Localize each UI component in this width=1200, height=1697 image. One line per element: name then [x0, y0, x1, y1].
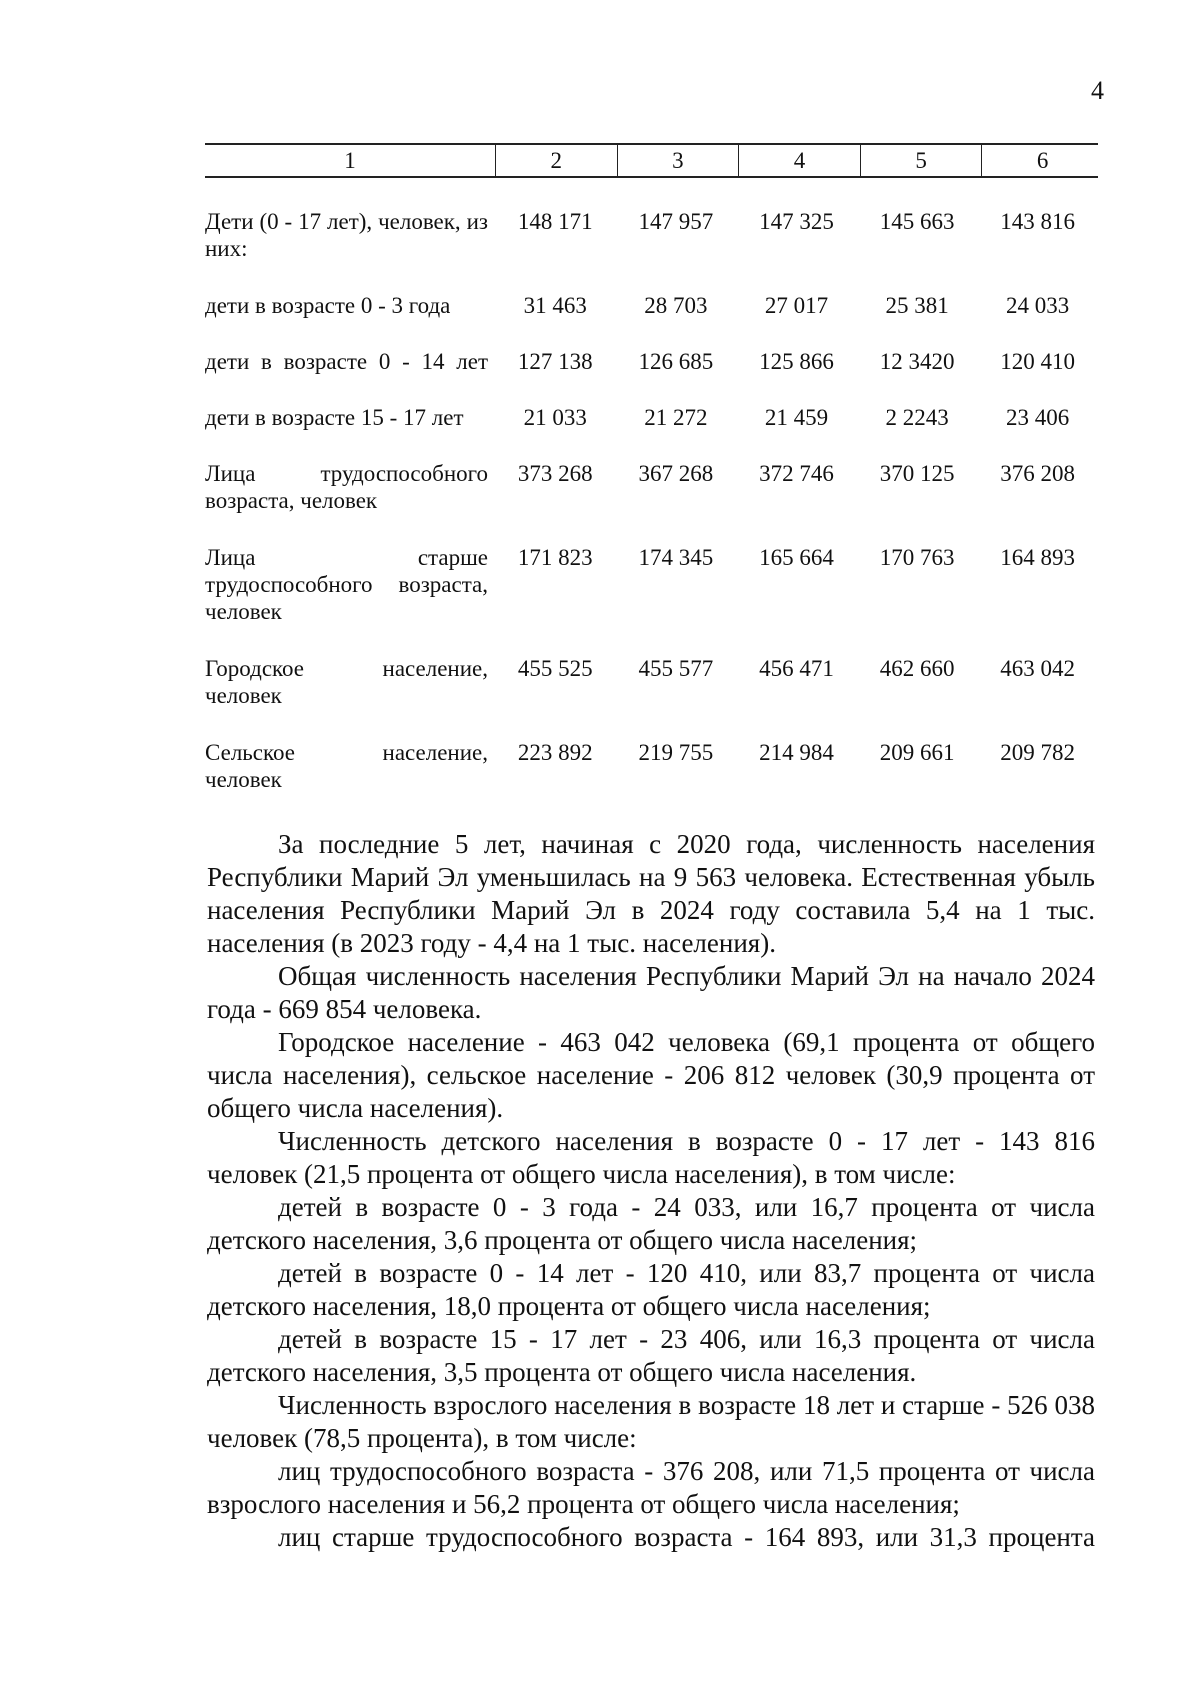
table-cell: 376 208	[1000, 461, 1076, 486]
table-cell: 456 471	[759, 656, 834, 681]
table-cell: 462 660	[879, 656, 955, 681]
table-cell: 209 661	[879, 740, 955, 765]
table-row	[205, 208, 1098, 292]
paragraph: детей в возрасте 15 - 17 лет - 23 406, или 16,3 процента от числа детского населения, 3,5 процента от общего числа населения.	[207, 1324, 1095, 1387]
table-cell: 23 406	[1006, 405, 1070, 430]
paragraph: лиц старше трудоспособного возраста - 164 893, или 31,3 процента	[278, 1522, 1095, 1552]
row-label: Лица старше трудоспособного возраста, человек	[205, 545, 488, 624]
table-cell: 223 892	[517, 740, 593, 765]
table-cell: 125 866	[759, 349, 834, 374]
table-cell: 127 138	[517, 349, 593, 374]
table-cell: 372 746	[759, 461, 834, 486]
table-cell: 31 463	[523, 293, 587, 318]
paragraph: За последние 5 лет, начиная с 2020 года, численность населения Республики Марий Эл уменьшилась на 9 563 человека. Естественная убыль населения Республики Марий Эл в 2024 году составила 5,4 на 1 тыс. населения (в 2023 году - 4,4 на 1 тыс. населения).	[207, 829, 1095, 958]
table-cell: 455 577	[638, 656, 714, 681]
table-cell: 147 957	[638, 209, 714, 234]
row-label: Дети (0 - 17 лет), человек, из них:	[205, 209, 488, 261]
table-cell: 143 816	[1000, 209, 1076, 234]
table-cell: 126 685	[638, 349, 714, 374]
population-table	[205, 143, 1098, 823]
table-row	[205, 739, 1098, 823]
table-cell: 148 171	[517, 209, 593, 234]
row-label: дети в возрасте 0 - 14 лет	[205, 349, 488, 374]
body-text	[207, 828, 1095, 1554]
table-cell: 455 525	[517, 656, 593, 681]
row-label: Лица трудоспособного возраста, человек	[205, 461, 488, 513]
table-cell: 28 703	[644, 293, 708, 318]
paragraph: лиц трудоспособного возраста - 376 208, или 71,5 процента от числа взрослого населения и 56,2 процента от общего числа населения;	[207, 1456, 1095, 1519]
column-header: 4	[738, 145, 860, 176]
table-row	[205, 544, 1098, 655]
table-row	[205, 404, 1098, 460]
table-cell: 370 125	[879, 461, 955, 486]
table-cell: 174 345	[638, 545, 714, 570]
table-cell: 147 325	[759, 209, 834, 234]
table-cell: 120 410	[1000, 349, 1076, 374]
paragraph: Численность взрослого населения в возрасте 18 лет и старше - 526 038 человек (78,5 процента), в том числе:	[207, 1390, 1095, 1453]
table-cell: 170 763	[879, 545, 955, 570]
paragraph: детей в возрасте 0 - 3 года - 24 033, или 16,7 процента от числа детского населения, 3,6 процента от общего числа населения;	[207, 1192, 1095, 1255]
table-cell: 367 268	[638, 461, 714, 486]
row-label: дети в возрасте 0 - 3 года	[205, 293, 451, 318]
column-header: 6	[981, 145, 1103, 176]
table-cell: 24 033	[1006, 293, 1070, 318]
row-label: Сельское население, человек	[205, 740, 488, 792]
table-row	[205, 292, 1098, 348]
table-row	[205, 460, 1098, 544]
paragraph: Численность детского населения в возрасте 0 - 17 лет - 143 816 человек (21,5 процента от общего числа населения), в том числе:	[207, 1126, 1095, 1189]
table-cell: 21 272	[644, 405, 708, 430]
table-cell: 219 755	[638, 740, 714, 765]
table-cell: 164 893	[1000, 545, 1076, 570]
row-label: Городское население, человек	[205, 656, 488, 708]
column-header: 2	[495, 145, 617, 176]
row-label: дети в возрасте 15 - 17 лет	[205, 405, 464, 430]
table-row	[205, 655, 1098, 739]
table-cell: 209 782	[1000, 740, 1076, 765]
table-cell: 171 823	[517, 545, 593, 570]
table-cell: 25 381	[885, 293, 949, 318]
table-cell: 27 017	[764, 293, 829, 318]
page-number: 4	[1091, 76, 1104, 105]
table-cell: 2 2243	[885, 405, 949, 430]
table-cell: 165 664	[759, 545, 834, 570]
table-cell: 463 042	[1000, 656, 1076, 681]
paragraph: Общая численность населения Республики Марий Эл на начало 2024 года - 669 854 человека.	[207, 961, 1095, 1024]
table-cell: 21 033	[523, 405, 587, 430]
column-header: 1	[344, 148, 356, 173]
paragraph: Городское население - 463 042 человека (69,1 процента от общего числа населения), сельское население - 206 812 человек (30,9 процента от общего числа населения).	[207, 1027, 1095, 1123]
table-body	[205, 208, 1098, 823]
paragraph: детей в возрасте 0 - 14 лет - 120 410, или 83,7 процента от числа детского населения, 18,0 процента от общего числа населения;	[207, 1258, 1095, 1321]
table-cell: 214 984	[759, 740, 834, 765]
table-header-row	[205, 143, 1098, 178]
column-header: 3	[617, 145, 739, 176]
table-cell: 12 3420	[879, 349, 955, 374]
table-row	[205, 348, 1098, 404]
table-cell: 21 459	[764, 405, 829, 430]
table-cell: 373 268	[517, 461, 593, 486]
table-cell: 145 663	[879, 209, 955, 234]
column-header: 5	[860, 145, 982, 176]
